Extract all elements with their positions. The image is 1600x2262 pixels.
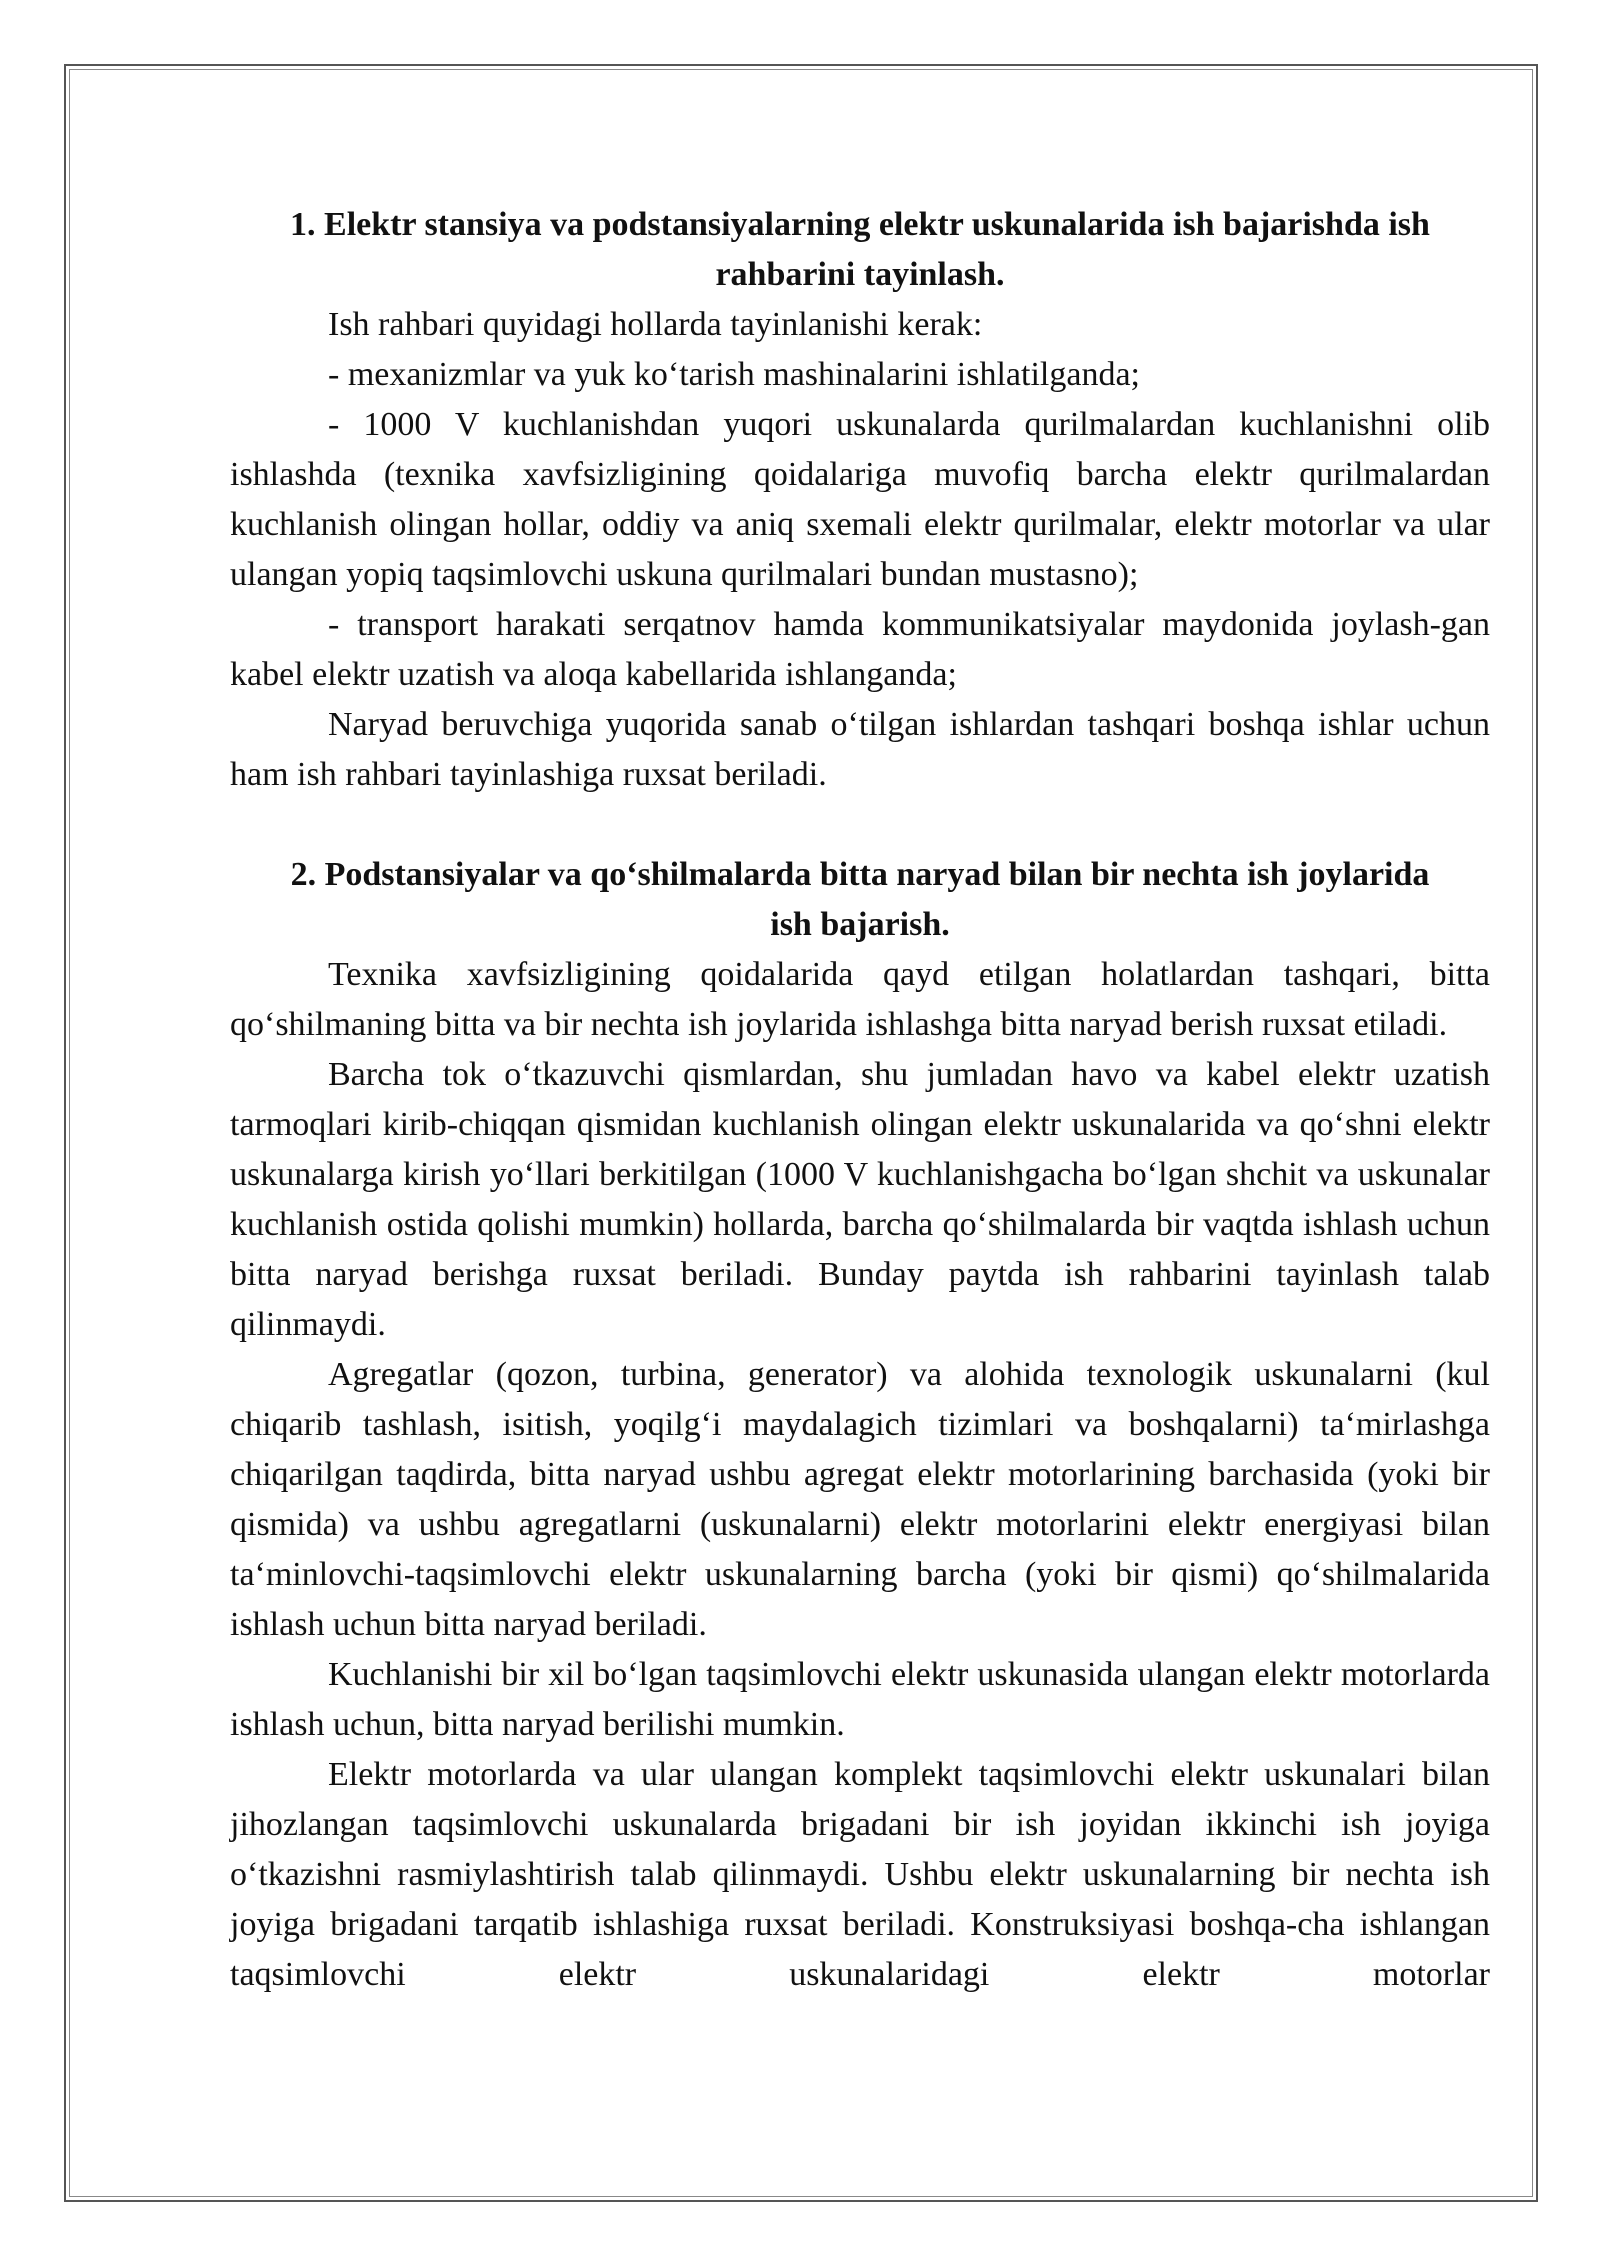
section-1-paragraph: - mexanizmlar va yuk ko‘tarish mashinalarini ishlatilganda; bbox=[328, 356, 1140, 393]
section-1-paragraph: Naryad beruvchiga yuqorida sanab o‘tilgan ishlardan tashqari boshqa ishlar uchun ham ish rahbari tayinlashiga ruxsat beriladi. bbox=[230, 706, 1490, 793]
section-2-paragraph: Elektr motorlarda va ular ulangan komplekt taqsimlovchi elektr uskunalari bilan jihozlangan taqsimlovchi uskunalarda brigadani bir ish joyidan ikkinchi ish joyiga o‘tkazishni rasmiylashtirish talab qilinmaydi. Ushbu elektr uskunalarning bir nechta ish joyiga brigadani tarqatib ishlashiga ruxsat beriladi. Konstruksiyasi boshqa-cha ishlangan taqsimlovchi elektr uskunalaridagi elektr motorlar bbox=[230, 1756, 1490, 1993]
section-spacer bbox=[230, 800, 1490, 850]
document-body bbox=[230, 200, 1490, 2000]
section-2-paragraph: Texnika xavfsizligining qoidalarida qayd etilgan holatlardan tashqari, bitta qo‘shilmaning bitta va bir nechta ish joylarida ishlashga bitta naryad berish ruxsat etiladi. bbox=[230, 956, 1490, 1043]
section-1-paragraph: - 1000 V kuchlanishdan yuqori uskunalarda qurilmalardan kuchlanishni olib ishlashda (texnika xavfsizligining qoidalariga muvofiq barcha elektr qurilmalardan kuchlanish olingan hollar, oddiy va aniq sxemali elektr qurilmalar, elektr motorlar va ular ulangan yopiq taqsimlovchi uskuna qurilmalari bundan mustasno); bbox=[230, 406, 1490, 593]
section-1-paragraph: - transport harakati serqatnov hamda kommunikatsiyalar maydonida joylash-gan kabel elektr uzatish va aloqa kabellarida ishlanganda; bbox=[230, 606, 1490, 693]
section-2-paragraph: Agregatlar (qozon, turbina, generator) va alohida texnologik uskunalarni (kul chiqarib tashlash, isitish, yoqilg‘i maydalagich tizimlari va boshqalarni) ta‘mirlashga chiqarilgan taqdirda, bitta naryad ushbu agregat elektr motorlarining barchasida (yoki bir qismida) va ushbu agregatlarni (uskunalarni) elektr motorlarini elektr energiyasi bilan ta‘minlovchi-taqsimlovchi elektr uskunalarning barcha (yoki bir qismi) qo‘shilmalarida ishlash uchun bitta naryad beriladi. bbox=[230, 1356, 1490, 1643]
section-1-heading: 1. Elektr stansiya va podstansiyalarning elektr uskunalarida ish bajarishda ish rahbarini tayinlash. bbox=[290, 206, 1430, 293]
section-2-paragraph: Barcha tok o‘tkazuvchi qismlardan, shu jumladan havo va kabel elektr uzatish tarmoqlari kirib-chiqqan qismidan kuchlanish olingan elektr uskunalarida va qo‘shni elektr uskunalarga kirish yo‘llari berkitilgan (1000 V kuchlanishgacha bo‘lgan shchit va uskunalar kuchlanish ostida qolishi mumkin) hollarda, barcha qo‘shilmalarda bir vaqtda ishlash uchun bitta naryad berishga ruxsat beriladi. Bunday paytda ish rahbarini tayinlash talab qilinmaydi. bbox=[230, 1056, 1490, 1343]
section-1-paragraph: Ish rahbari quyidagi hollarda tayinlanishi kerak: bbox=[328, 306, 983, 343]
section-2-heading: 2. Podstansiyalar va qo‘shilmalarda bitta naryad bilan bir nechta ish joylarida ish bajarish. bbox=[290, 856, 1430, 943]
section-2-paragraph: Kuchlanishi bir xil bo‘lgan taqsimlovchi elektr uskunasida ulangan elektr motorlarda ishlash uchun, bitta naryad berilishi mumkin. bbox=[230, 1656, 1490, 1743]
